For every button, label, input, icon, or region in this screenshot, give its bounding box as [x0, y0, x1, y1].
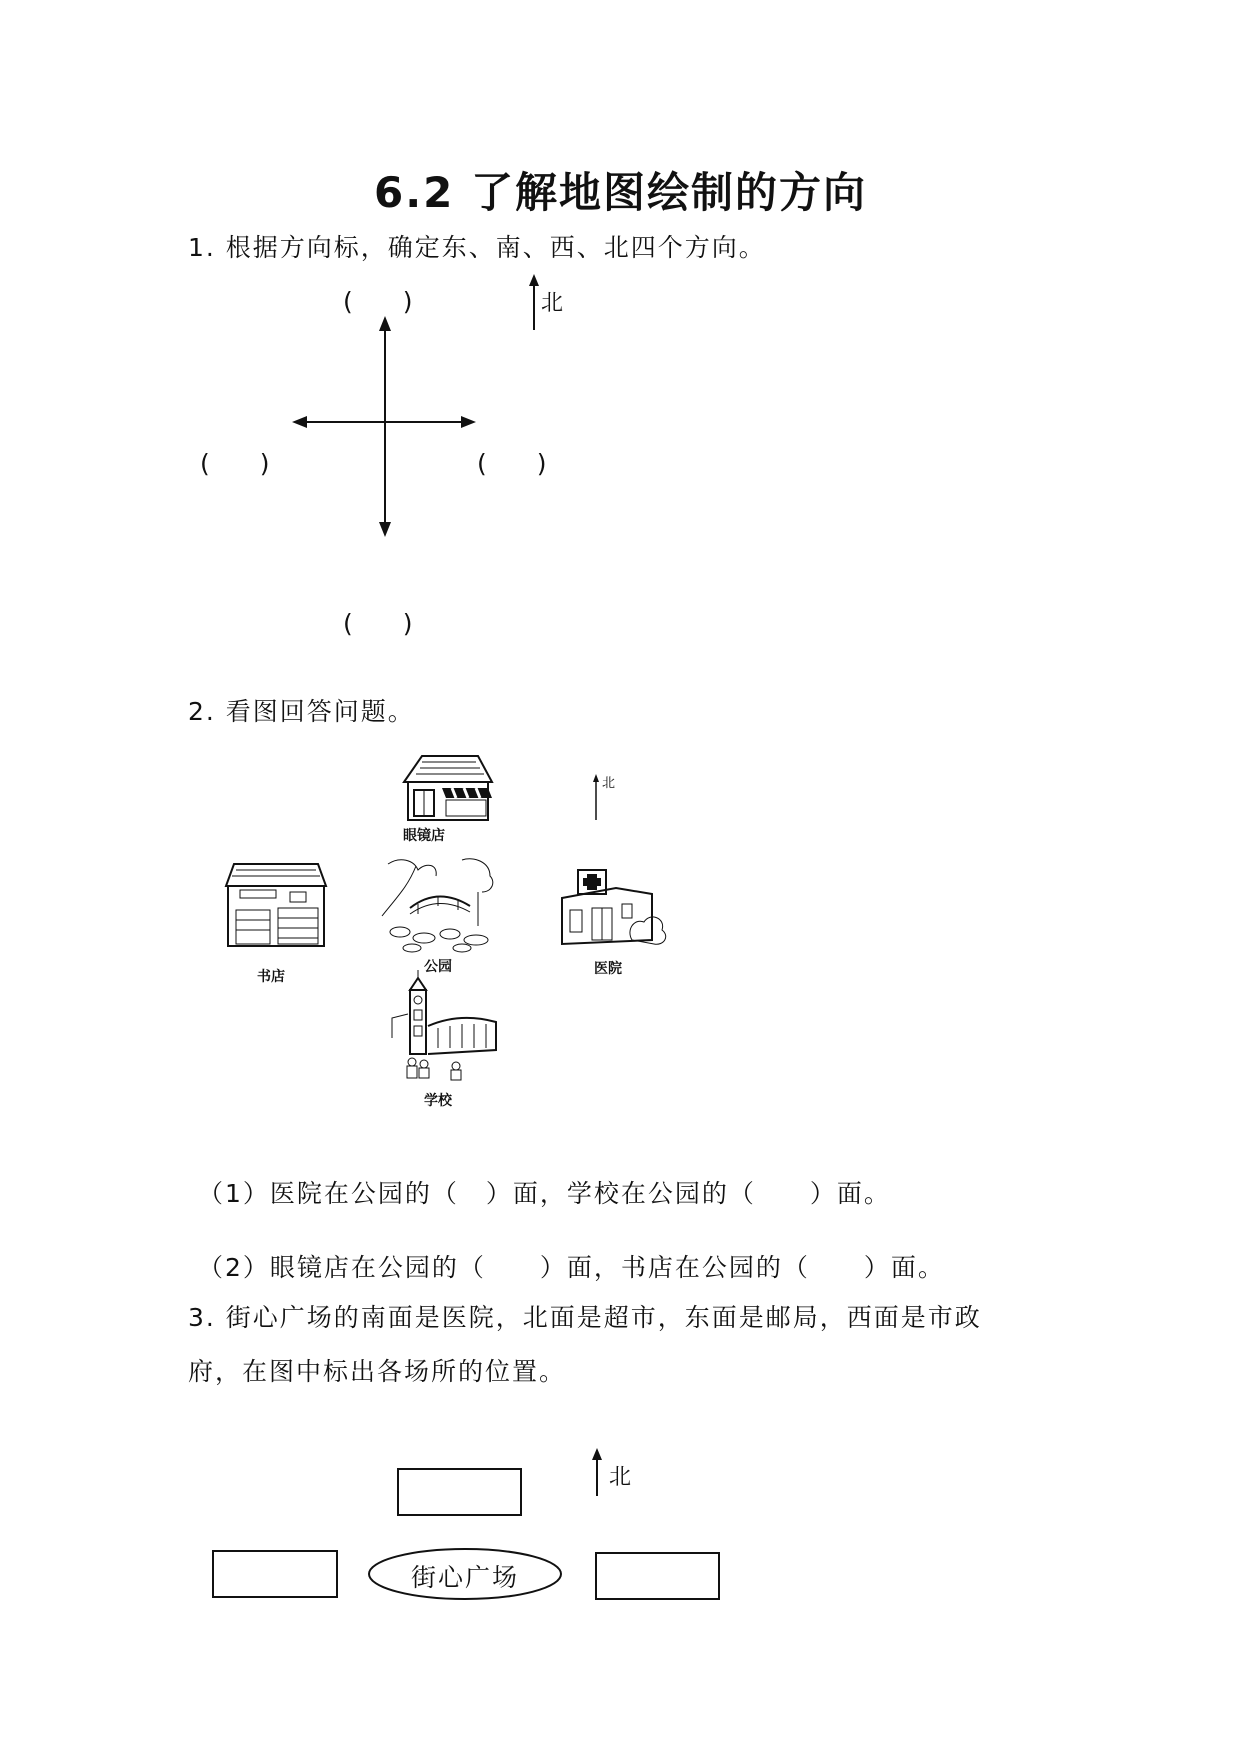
school-label: 学校: [424, 1093, 452, 1109]
question-3-text-line-1: 3. 街心广场的南面是医院，北面是超市，东面是邮局，西面是市政: [188, 1303, 982, 1332]
question-1-text: 1. 根据方向标，确定东、南、西、北四个方向。: [188, 233, 766, 262]
glasses-shop-label: 眼镜店: [403, 828, 445, 844]
question-2-sub-2: （2）眼镜店在公园的（ ）面，书店在公园的（ ）面。: [198, 1253, 945, 1282]
answer-box-west[interactable]: [212, 1550, 338, 1598]
answer-blank-bottom[interactable]: ( ): [343, 609, 413, 638]
answer-blank-left[interactable]: ( ): [200, 449, 270, 478]
north-label-small: 北: [602, 776, 616, 791]
question-2-text: 2. 看图回答问题。: [188, 697, 415, 726]
answer-box-east[interactable]: [595, 1552, 720, 1600]
north-label: 北: [541, 291, 564, 316]
page-title: 6.2 了解地图绘制的方向: [373, 168, 868, 217]
answer-blank-top[interactable]: ( ): [343, 287, 413, 316]
answer-box-north[interactable]: [397, 1468, 522, 1516]
park-label: 公园: [424, 959, 452, 975]
question-2-sub-1: （1）医院在公园的（ ）面，学校在公园的（ ）面。: [198, 1179, 891, 1208]
north-label-q3: 北: [609, 1465, 632, 1490]
bookstore-label: 书店: [257, 969, 285, 985]
hospital-label: 医院: [594, 961, 622, 977]
answer-blank-right[interactable]: ( ): [477, 449, 547, 478]
plaza-label: 街心广场: [410, 1563, 519, 1592]
question-3-text-line-2: 府，在图中标出各场所的位置。: [188, 1357, 567, 1386]
